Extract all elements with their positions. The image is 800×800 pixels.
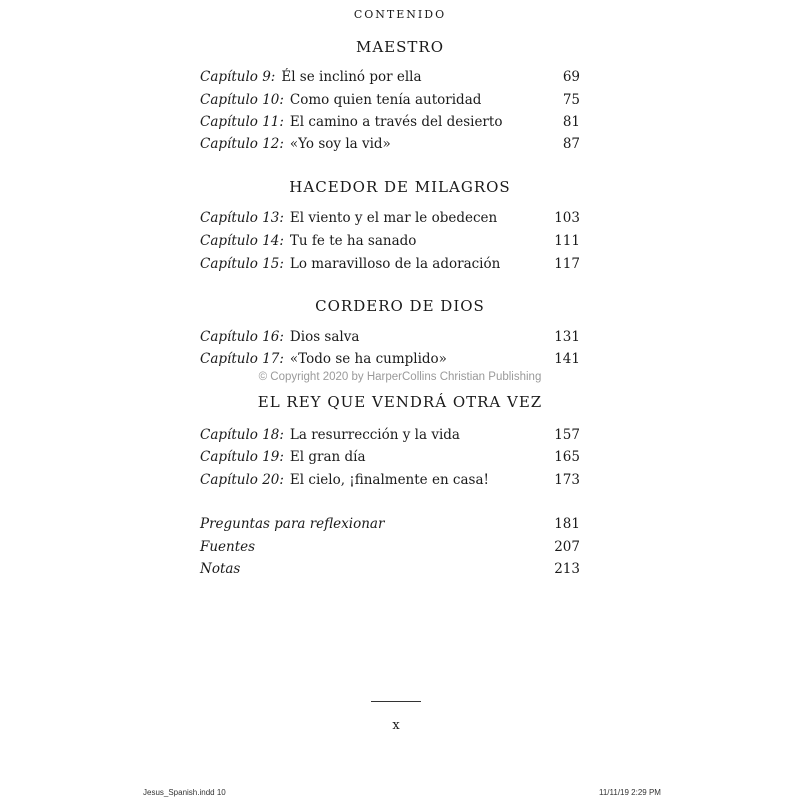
toc-entry <box>200 351 580 371</box>
page-number: 75 <box>562 92 580 108</box>
chapter-title: «Yo soy la vid» <box>289 136 391 152</box>
toc-entry <box>200 449 580 469</box>
toc-entry <box>200 69 580 89</box>
chapter-label: Capítulo 16: <box>200 329 284 345</box>
toc-entry <box>200 114 580 134</box>
chapter-label: Capítulo 19: <box>200 449 284 465</box>
toc-entry <box>200 210 580 230</box>
chapter-title: El camino a través del desierto <box>289 114 503 130</box>
page-number: 141 <box>554 351 580 367</box>
toc-entry <box>200 472 580 492</box>
section-title-el-rey-que-vendra: EL REY QUE VENDRÁ OTRA VEZ <box>257 393 543 411</box>
chapter-label: Capítulo 14: <box>200 233 284 249</box>
chapter-label: Capítulo 10: <box>200 92 284 108</box>
back-matter-title: Preguntas para reflexionar <box>200 516 385 532</box>
slug-filename: Jesus_Spanish.indd 10 <box>143 788 226 797</box>
chapter-title: Lo maravilloso de la adoración <box>289 256 501 272</box>
chapter-label: Capítulo 12: <box>200 136 284 152</box>
section-title-maestro: MAESTRO <box>355 38 444 56</box>
back-matter-entry <box>200 561 580 581</box>
page-number: 81 <box>562 114 580 130</box>
chapter-title: Como quien tenía autoridad <box>289 92 482 108</box>
back-matter-entry <box>200 516 580 536</box>
page-number: 207 <box>554 539 580 555</box>
section-title-cordero-de-dios: CORDERO DE DIOS <box>315 297 485 315</box>
toc-entry <box>200 329 580 349</box>
chapter-title: Dios salva <box>289 329 360 345</box>
page-number: 69 <box>562 69 580 85</box>
chapter-label: Capítulo 17: <box>200 351 284 367</box>
page-number: 117 <box>554 256 580 272</box>
page-number: 213 <box>554 561 580 577</box>
toc-entry <box>200 427 580 447</box>
chapter-label: Capítulo 20: <box>200 472 284 488</box>
page-number: 111 <box>554 233 580 249</box>
chapter-title: El viento y el mar le obedecen <box>289 210 498 226</box>
chapter-label: Capítulo 18: <box>200 427 284 443</box>
toc-entry <box>200 136 580 156</box>
toc-entry <box>200 256 580 276</box>
copyright-watermark: © Copyright 2020 by HarperCollins Christian Publishing <box>258 371 542 383</box>
back-matter-title: Notas <box>200 561 241 577</box>
page-number: 173 <box>554 472 580 488</box>
running-head: CONTENIDO <box>353 8 447 21</box>
chapter-title: El gran día <box>289 449 366 465</box>
page-number: 131 <box>554 329 580 345</box>
chapter-label: Capítulo 15: <box>200 256 284 272</box>
chapter-label: Capítulo 9: <box>200 69 276 85</box>
page-number: 87 <box>562 136 580 152</box>
page-number: 181 <box>554 516 580 532</box>
page-number: 157 <box>554 427 580 443</box>
folio-rule <box>371 701 421 702</box>
back-matter-title: Fuentes <box>200 539 256 555</box>
chapter-title: «Todo se ha cumplido» <box>289 351 447 367</box>
section-title-hacedor-de-milagros: HACEDOR DE MILAGROS <box>289 178 511 196</box>
toc-entry <box>200 233 580 253</box>
chapter-title: Él se inclinó por ella <box>281 69 422 85</box>
page-number: 103 <box>554 210 580 226</box>
chapter-title: La resurrección y la vida <box>289 427 460 443</box>
chapter-title: El cielo, ¡finalmente en casa! <box>289 472 489 488</box>
toc-entry <box>200 92 580 112</box>
slug-timestamp: 11/11/19 2:29 PM <box>599 788 661 797</box>
page-folio: x <box>392 718 400 733</box>
chapter-label: Capítulo 13: <box>200 210 284 226</box>
back-matter-entry <box>200 539 580 559</box>
chapter-title: Tu fe te ha sanado <box>289 233 417 249</box>
page-number: 165 <box>554 449 580 465</box>
chapter-label: Capítulo 11: <box>200 114 284 130</box>
